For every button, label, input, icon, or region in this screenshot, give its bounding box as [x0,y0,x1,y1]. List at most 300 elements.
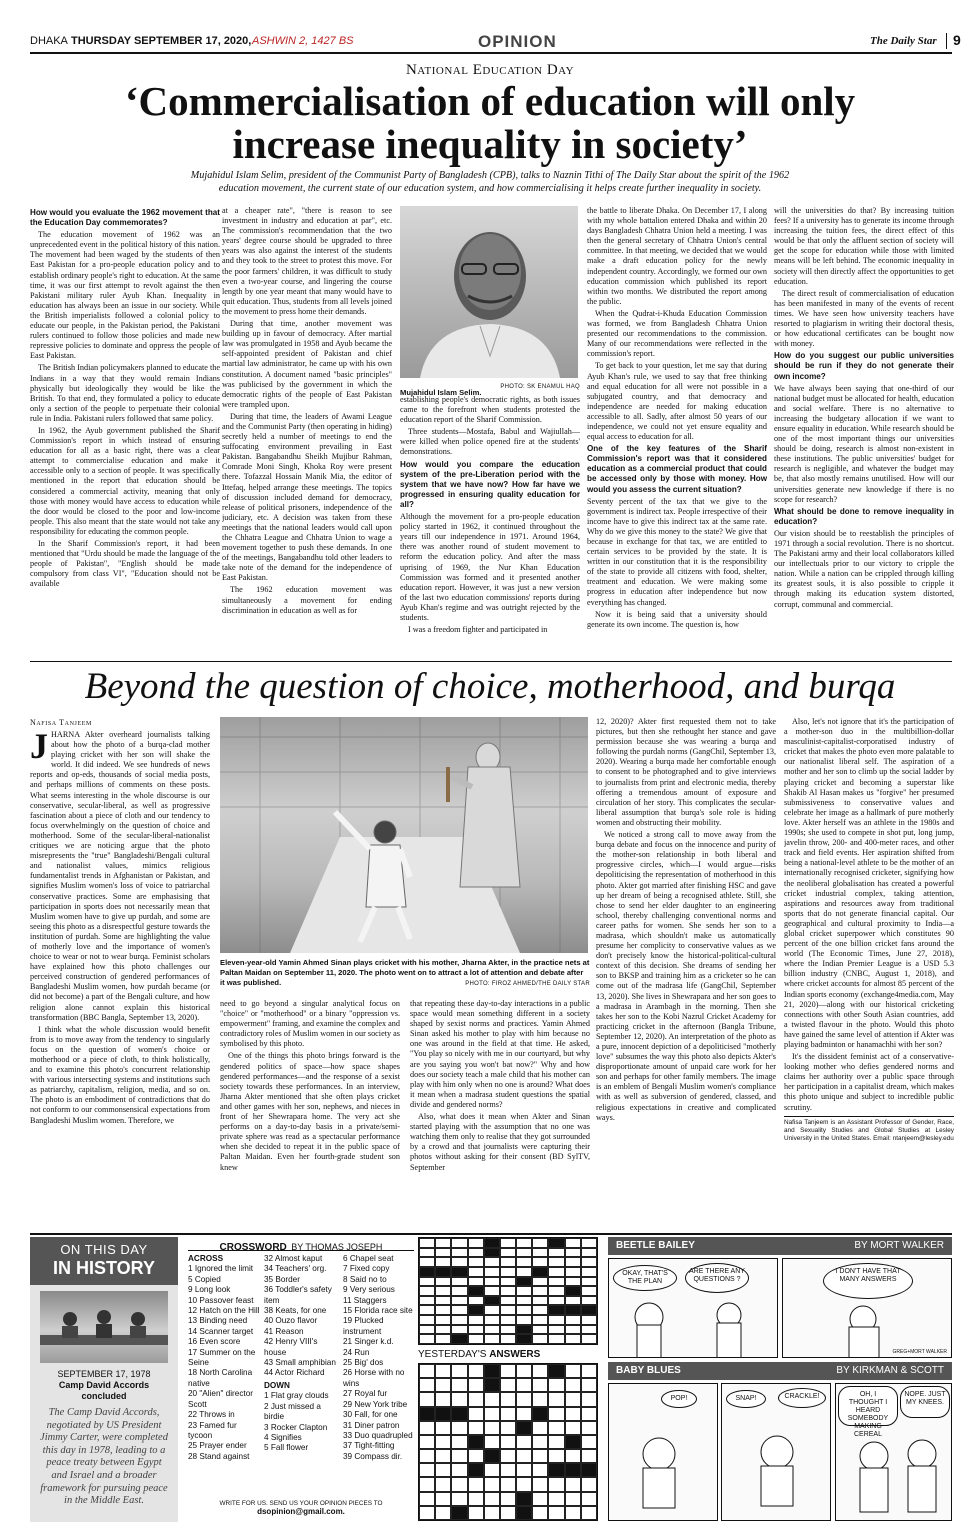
paragraph: Three students—Mostafa, Babul and Wajiullah—were killed when police opened fire at the students' demonstrations. [400,427,580,457]
crossword-clue: 16 Even score [188,1337,241,1347]
grid-cell [419,1364,435,1378]
grid-cell [565,1449,581,1463]
baby-blues-header: BABY BLUES BY KIRKMAN & SCOTT [608,1362,952,1380]
grid-cell[interactable] [548,1296,564,1306]
grid-cell [565,1463,581,1477]
grid-cell[interactable] [581,1315,597,1325]
grid-cell [468,1407,484,1421]
grid-cell[interactable] [516,1257,532,1267]
crossword-clue: 23 Famed fur tycoon [188,1420,237,1440]
grid-cell[interactable] [532,1238,548,1248]
grid-cell [500,1435,516,1449]
grid-cell[interactable] [435,1248,451,1258]
crossword-clue: 5 Copied [188,1274,221,1284]
article1-kicker: National Education Day [405,62,575,78]
grid-cell[interactable] [581,1296,597,1306]
grid-cell[interactable] [565,1238,581,1248]
grid-cell [435,1407,451,1421]
grid-cell [484,1435,500,1449]
email-link[interactable]: dsopinion@gmail.com. [257,1507,345,1516]
grid-cell[interactable] [468,1305,484,1315]
article1-headline [0,80,980,166]
grid-cell[interactable] [484,1305,500,1315]
crossword-clue: 20 "Alien" director Scott [188,1389,253,1409]
grid-cell[interactable] [484,1248,500,1258]
grid-cell[interactable] [516,1305,532,1315]
article1-col4 [587,206,767,654]
grid-cell [565,1492,581,1506]
grid-cell [451,1364,467,1378]
paragraph: During that time, the leaders of Awami League and the Communist Party (then operating in hiding) secretly held a number of meetings to end the suffocating environment prevailing in East Pakistan. Bangabandhu Sheikh Mujibur Rahman, Comrade Moni Singh, Khoka Roy were present there. Tofazzal Hossain Manik Mia, the editor of Ittefaq, helped arrange these meetings. The topics of discussion included demand for democracy, release of political prisoners, independence of the judiciary, etc. A decision was taken from these meetings that the national leaders would call upon the Chhatra League and Chhatra Union to wage a movement together to push these demands. In one of the meetings, Bangabandhu told other leaders to take note of the demand for the independence of East Pakistan. [222,411,392,583]
grid-cell[interactable] [532,1248,548,1258]
crossword-clue: 26 Horse with no wins [343,1368,405,1388]
crossword-clue: 11 Staggers [343,1295,387,1305]
grid-cell[interactable] [565,1248,581,1258]
grid-cell[interactable] [451,1248,467,1258]
grid-cell[interactable] [581,1277,597,1287]
grid-cell[interactable] [435,1325,451,1335]
crossword-clue: 19 Plucked instrument [343,1316,384,1336]
grid-cell [532,1463,548,1477]
grid-cell [532,1506,548,1520]
grid-cell[interactable] [419,1296,435,1306]
crossword-clue: 13 Binding need [188,1316,248,1326]
article1-col3 [400,395,580,655]
grid-cell[interactable] [451,1315,467,1325]
grid-cell[interactable] [500,1315,516,1325]
grid-cell [532,1421,548,1435]
article2-byline: Nafisa Tanjeem [30,718,92,727]
grid-cell[interactable] [516,1296,532,1306]
grid-cell[interactable] [484,1286,500,1296]
grid-cell[interactable] [565,1296,581,1306]
grid-cell [451,1435,467,1449]
grid-cell [516,1407,532,1421]
grid-cell [468,1435,484,1449]
crossword-clue: 3 Rocker Clapton [264,1422,328,1432]
grid-cell[interactable] [484,1334,500,1344]
grid-cell[interactable] [435,1296,451,1306]
grid-cell[interactable] [516,1277,532,1287]
grid-cell[interactable] [451,1305,467,1315]
crossword-clue: 24 Run [343,1347,370,1357]
article2-headline: Beyond the question of choice, motherhood, and burqa [84,666,896,707]
beetle-panel-2: I DON'T HAVE THAT MANY ANSWERS GREG+MORT WALKER [782,1258,952,1358]
grid-cell[interactable] [484,1315,500,1325]
paragraph: 12, 2020)? Akter first requested them not to take pictures, but then she rethought her stance and gave permission because she was wearing a burqa and following the purdah norms (GangChil, September 13, 2020). Wearing a burqa made her comfortable enough to consent to be photographed and to give interviews to journalists from print and electronic media, thereby offering a tremendous amount of exposure and circulation of her story. This complicates the secular-liberal assumption that burqa's sole role is hiding women and obstructing their mobility. [596,717,776,827]
crossword-clue: 7 Fixed copy [343,1264,390,1274]
grid-cell [435,1421,451,1435]
grid-cell[interactable] [532,1305,548,1315]
dateline-city: DHAKA [30,35,68,47]
grid-cell[interactable] [484,1277,500,1287]
crossword-clue: 31 Diner patron [343,1420,400,1430]
grid-cell [435,1392,451,1406]
grid-cell [500,1407,516,1421]
paragraph: During that time, another movement was building up in favour of democracy. After martial law was promulgated in 1958 and Ayub became the self-appointed president of Pakistan and chief martial law administrator, he came up with his own constitution. A document named "basic principles" was publicised by the government in which the democratic rights of the people of East Pakistan were trampled upon. [222,319,392,409]
grid-cell [484,1392,500,1406]
crossword-clue: 17 Summer on the Seine [188,1347,256,1368]
grid-cell[interactable] [532,1267,548,1277]
grid-cell[interactable] [516,1248,532,1258]
grid-cell [468,1477,484,1491]
history-date: SEPTEMBER 17, 1978 [57,1369,151,1379]
grid-cell [500,1449,516,1463]
grid-cell [532,1435,548,1449]
paragraph: In 1962, the Ayub government published the Sharif Commission's report in which instead of ensuring education for all as a basic right, there was a clear attempt to commercialise education and make it accessible only to a section of people. It was specifically mentioned in the report that education should be considered a commercial activity, meaning that only those with money would have access to education while the door would be closed to the poor and low-income people. This also meant that the state would not take any responsibility for educating the common people. [30,425,220,536]
grid-cell[interactable] [532,1257,548,1267]
crossword-clue: 1 Flat gray clouds [264,1391,329,1401]
grid-cell [565,1378,581,1392]
paragraph: the battle to liberate Dhaka. On December 17, I along with my whole battalion entered Dhaka and within 20 days Bangladesh Chhatra Union held a meeting. I was then the general secretary of Chhatra Union's central committee. In that meeting, we decided that we would make a draft education policy for the newly independent country. Accordingly, we formed our own education commission which published its report within two months. We distributed the report among the public. [587,206,767,306]
grid-cell[interactable] [565,1257,581,1267]
grid-cell[interactable] [451,1277,467,1287]
paper-name: The Daily Star [870,35,937,47]
grid-cell[interactable] [451,1325,467,1335]
crossword-clue: 10 Passover feast [188,1295,254,1305]
grid-cell[interactable] [468,1267,484,1277]
grid-cell[interactable] [516,1267,532,1277]
grid-cell[interactable] [565,1277,581,1287]
paragraph: I was a freedom fighter and participated in [408,625,548,635]
grid-cell[interactable] [451,1286,467,1296]
grid-cell [548,1449,564,1463]
crossword-clues-col1: ACROSS 1 Ignored the limit 5 Copied 9 Long look 10 Passover feast 12 Hatch on the Hill 13 Binding need 14 Scanner target 16 Even score 17 Summer on the Seine 18 North Carolina native 20 "Alien" director Scott 22 Throws in 23 Famed fur tycoon 25 Prayer ender 28 Stand against [188,1254,260,1461]
grid-cell [565,1392,581,1406]
grid-cell[interactable] [419,1277,435,1287]
grid-cell [468,1506,484,1520]
grid-cell[interactable] [451,1334,467,1344]
grid-cell[interactable] [532,1334,548,1344]
grid-cell[interactable] [565,1325,581,1335]
grid-cell[interactable] [548,1277,564,1287]
grid-cell [484,1449,500,1463]
grid-cell[interactable] [435,1305,451,1315]
history-event: Camp David Accords concluded [58,1380,150,1401]
grid-cell [484,1492,500,1506]
grid-cell [516,1378,532,1392]
grid-cell[interactable] [435,1286,451,1296]
question: One of the key features of the Sharif Commission's report was that it considered education as a commercial product that could be accessed only by those with money. How would you assess the current situation? [587,444,767,494]
grid-cell [468,1421,484,1435]
grid-cell[interactable] [468,1334,484,1344]
grid-cell[interactable] [565,1267,581,1277]
article2-col3 [410,999,590,1227]
grid-cell [581,1449,597,1463]
grid-cell [419,1407,435,1421]
grid-cell [435,1463,451,1477]
grid-cell[interactable] [548,1334,564,1344]
grid-cell[interactable] [500,1267,516,1277]
grid-cell[interactable] [419,1248,435,1258]
crossword-clue: 28 Stand against [188,1451,250,1461]
grid-cell[interactable] [451,1267,467,1277]
grid-cell[interactable] [581,1257,597,1267]
grid-cell [565,1364,581,1378]
grid-cell [500,1364,516,1378]
grid-cell[interactable] [419,1334,435,1344]
crossword-clue: 27 Royal fur [343,1389,388,1399]
grid-cell[interactable] [435,1334,451,1344]
grid-cell[interactable] [435,1277,451,1287]
grid-cell[interactable] [500,1325,516,1335]
crossword-clue: 9 Long look [188,1285,231,1295]
paragraph: need to go beyond a singular analytical focus on "choice" or "motherhood" or a binary "oppression vs. empowerment" framing, and examine the complex and contradictory roles of Muslim women in our society as symbolised by this photo. [220,999,400,1049]
grid-cell[interactable] [419,1325,435,1335]
grid-cell[interactable] [565,1334,581,1344]
answers-grid [418,1363,598,1521]
grid-cell[interactable] [581,1267,597,1277]
grid-cell [419,1492,435,1506]
grid-cell[interactable] [500,1305,516,1315]
grid-cell[interactable] [500,1296,516,1306]
baby-panel-3: OH, I THOUGHT I HEARD SOMEBODY MAKING CEREAL NOPE. JUST MY KNEES. [835,1383,952,1521]
article2-col5 [784,717,954,1227]
grid-cell [435,1477,451,1491]
grid-cell[interactable] [565,1286,581,1296]
grid-cell[interactable] [516,1286,532,1296]
grid-cell[interactable] [548,1238,564,1248]
grid-cell [500,1421,516,1435]
grid-cell [419,1477,435,1491]
crossword-clue: 41 Reason [264,1326,304,1336]
article1-col2 [222,206,392,654]
author-bio: Nafisa Tanjeem is an Assistant Professor of Gender, Race, and Sexuality Studies and Global Studies at Lesley University in the United States. Email: ntanjeem@lesley.edu [784,1116,954,1143]
grid-cell [565,1477,581,1491]
grid-cell[interactable] [419,1257,435,1267]
grid-cell[interactable] [548,1305,564,1315]
question: How would you evaluate the 1962 movement that the Education Day commemorates? [30,208,220,228]
grid-cell [484,1463,500,1477]
grid-cell[interactable] [500,1257,516,1267]
paragraph: To get back to your question, let me say that during Ayub Khan's rule, we used to say that free thinking and equal education for all were not possible in a subjugated country, and that democracy and independence are needed for making education accessible to all. Sadly, after almost 50 years of our independence, we could not yet ensure equality and equal access to education for all. [587,361,767,442]
selim-photo [400,206,578,378]
article2-col1 [30,730,210,1225]
crossword-clue: 25 Prayer ender [188,1441,247,1451]
history-banner: ON THIS DAY IN HISTORY [30,1237,178,1285]
page-header [30,32,961,54]
grid-cell [532,1364,548,1378]
grid-cell[interactable] [419,1286,435,1296]
grid-cell[interactable] [548,1267,564,1277]
grid-cell[interactable] [532,1296,548,1306]
grid-cell[interactable] [500,1238,516,1248]
paragraph: Our vision should be to reestablish the principles of 1971 through a social revolution. There is no shortcut. The Pakistani army and their local collaborators killed our intellectuals prior to our victory to cripple the nation. While a nation can be crippled through killing its greatest souls, it is also possible to cripple it through making its education system distorted, corrupt, communal and commercial. [774,528,954,609]
crossword-clue: 29 New York tribe [343,1399,408,1409]
grid-cell [516,1421,532,1435]
article1-col1 [30,206,220,654]
grid-cell[interactable] [532,1325,548,1335]
crossword-clue: 25 Big' dos [343,1358,384,1368]
grid-cell[interactable] [435,1267,451,1277]
question: What should be done to remove inequality in education? [774,506,954,526]
grid-cell[interactable] [532,1286,548,1296]
grid-cell[interactable] [435,1315,451,1325]
grid-cell[interactable] [516,1315,532,1325]
grid-cell [548,1421,564,1435]
grid-cell[interactable] [500,1286,516,1296]
crossword-grid[interactable] [418,1237,598,1345]
grid-cell [548,1492,564,1506]
answers-header: YESTERDAY'S ANSWERS [418,1349,541,1360]
grid-cell [468,1463,484,1477]
article1-col5 [774,206,954,654]
grid-cell[interactable] [468,1315,484,1325]
grid-cell [419,1463,435,1477]
grid-cell [500,1463,516,1477]
grid-cell[interactable] [484,1296,500,1306]
grid-cell[interactable] [565,1305,581,1315]
paragraph: The direct result of commercialisation of education has been manifested in many of the events of recent times. We have seen how university teachers have resorted to plagiarism in writing their doctoral thesis, or how educational certificates can be bought now with money. [774,288,954,349]
grid-cell [532,1378,548,1392]
selim-photo-caption: Mujahidul Islam Selim. PHOTO: SK ENAMUL HAQ [400,384,580,397]
grid-cell [468,1449,484,1463]
grid-cell [500,1392,516,1406]
grid-cell[interactable] [435,1238,451,1248]
grid-cell [451,1506,467,1520]
grid-cell [581,1492,597,1506]
history-box [30,1237,178,1522]
grid-cell [451,1407,467,1421]
grid-cell [435,1506,451,1520]
grid-cell[interactable] [548,1315,564,1325]
grid-cell[interactable] [581,1334,597,1344]
grid-cell [484,1364,500,1378]
grid-cell [548,1435,564,1449]
grid-cell[interactable] [516,1325,532,1335]
question: How do you suggest our public universities should be run if they do not generate their own income? [774,351,954,381]
grid-cell[interactable] [516,1334,532,1344]
grid-cell [532,1392,548,1406]
grid-cell[interactable] [451,1238,467,1248]
grid-cell[interactable] [532,1315,548,1325]
paragraph: I think what the whole discussion would benefit from is to move away from the tendency to singularly focus on the question of women's choice or motherhood or a piece of cloth, to think holistically, and to examine this photo's concurrent relationship with various intersecting systems and institutions such as patriarchy, capitalism, religion, media, and so on. The photo is an embodiment of contradictions that do not conform to our commonsensical expectations from Bangladeshi Muslim women. Therefore, we [30,1024,210,1125]
grid-cell [548,1392,564,1406]
grid-cell[interactable] [516,1238,532,1248]
grid-cell [516,1477,532,1491]
grid-cell[interactable] [468,1248,484,1258]
crossword-clue: 40 Ouzo flavor [264,1316,318,1326]
grid-cell [516,1435,532,1449]
grid-cell[interactable] [419,1238,435,1248]
baby-panel-1: POP! [608,1383,718,1521]
grid-cell [451,1421,467,1435]
paragraph: establishing people's democratic rights, as both issues came to the forefront when students protested the education report of the Sharif Commission. [400,395,580,425]
grid-cell [484,1378,500,1392]
grid-cell[interactable] [500,1334,516,1344]
paragraph: JHARNA Akter overheard journalists talking about how the photo of a burqa-clad mother playing cricket with her son will shake the world. It did indeed. We see hundreds of news reports and op-eds, thousands of social media posts, and perhaps millions of comments on these posts. What seems interesting in the whole discourse is our conservative, secular-liberal, as well as progressive fascination about a piece of cloth and our tendency to focus overwhelmingly on the question of choice and motherhood. Some of the secular-liberal-nationalist critiques we are noticing argue that the photo misrepresents the "true" Bangladeshi/Bengali cultural and nationalist values, mimics religious fundamentalist trends in Afghanistan or Pakistan, and signifies Muslim women's loss of voice to patriarchal conservative practices. Some are emphasising that participation in sports does not necessarily mean that Muslim women have to give up purdah, and some are seeing this photo as a disrespectful gesture towards the institution of purdah. Some are highlighting the value of motherly love and the importance of women's choice to wear or not to wear burqa. Feminist scholars have explained how this photo challenges our perceived construction of gendered performances of Bangladeshi Muslim women, how purdah became (or did not become) a part of the Bengali culture, and how religion alone cannot explain this historical transformation (BBC Bangla, September 13, 2020). [30,730,210,1022]
grid-cell[interactable] [468,1238,484,1248]
grid-cell[interactable] [581,1325,597,1335]
paragraph: at a cheaper rate", "there is reason to see investment in industry and education at par", etc. The commission's recommendation that the two years' degree course should be upgraded to three years was also against the interest of the students and they took to the street to protest this move. For the poor farmers' children, it was difficult to study even a two-year course, and lingering the course length by one year meant that many would have to quit education. Thus, students from all levels joined the movement to press home their demands. [222,206,392,316]
grid-cell [500,1506,516,1520]
grid-cell [419,1378,435,1392]
grid-cell[interactable] [419,1315,435,1325]
grid-cell[interactable] [484,1238,500,1248]
grid-cell [581,1477,597,1491]
paragraph: will the universities do that? By increasing tuition fees? If a university has to generate its income through increasing the tuition fees, the direct effect of this would be that only the affluent section of society will get the scope for education while those with limited means will be left behind. The economic inequality in society will then directly affect the opportunities to get education. [774,206,954,286]
grid-cell[interactable] [581,1286,597,1296]
grid-cell[interactable] [484,1257,500,1267]
grid-cell[interactable] [484,1325,500,1335]
paragraph: One of the things this photo brings forward is the gendered politics of space—how space shapes gendered performances—and the response of a sexist society towards these performances. In an interview, Jharna Akter mentioned that she often plays cricket and other games with her son, nephews, and nieces in front of her Shewrapara home. The very act she performs on a day-to-day basis in a private/semi-private sphere was read as a spectacular performance when she decided to repeat it in the public space of Paltan Maidan. Even her fourth-grade student son knew [220,1051,400,1172]
grid-cell[interactable] [548,1286,564,1296]
grid-cell[interactable] [548,1248,564,1258]
headline-line-2: increase inequality in society’ [232,121,748,167]
grid-cell [565,1407,581,1421]
paragraph: Also, let's not ignore that it's the participation of a mother-son duo in the multibillion-dollar masculinist-capitalist-corporatised industry of cricket that makes the photo even more palatable to our nationalist liberal self. The aspiration of a mother and her son to climb up the social ladder by playing cricket and becoming a superstar like Shakib Al Hasan makes us "forgive" her presumed submissiveness to conservative values and celebrate her image as a hallmark of pure motherly love. Akter herself was an athlete in the 1980s and 1990s; she used to compete in shot put, long jump, javelin throw, 200- and 400-meter races, and other track and field events. Her aspiration shifted from being a national-level athlete to be the mother of an internationally recognised cricketer, signifying how the neoliberal globalisation has created a powerful cricket industrial complex, taking attention, aspirations and resources away from traditional sports that do not generate financial capital. Our geographical and cultural proximity to India—a global cricket superpower which constitutes 90 percent of the one billion cricket fans around the world (The Economic Times, June 27, 2018), where the Indian Premier League is a USD 5.3 billion industry (CNBC, August 1, 2018), and where cricket accounts for almost 85 percent of the Indian sports economy (exchange4media.com, May 21, 2020)—along with our historical cricketing connections with other South Asian countries, add a twisted flavour in the photo. Would this photo have gained the same level of attention if Akter was playing badminton or hanamachhi with her son? [784,717,954,1049]
grid-cell[interactable] [451,1257,467,1267]
grid-cell[interactable] [581,1238,597,1248]
cricket-photo-caption: Eleven-year-old Yamin Ahmed Sinan plays cricket with his mother, Jharna Akter, in the practice nets at Paltan Maidan on September 11, 2020. The photo went on to attract a lot of attention and debate after it was published. PHOTO: FIROZ AHMED/THE DAILY STAR [220,958,590,987]
grid-cell [419,1435,435,1449]
grid-cell[interactable] [484,1267,500,1277]
grid-cell[interactable] [500,1277,516,1287]
grid-cell[interactable] [548,1257,564,1267]
paragraph: The education movement of 1962 was an unprecedented event in the political history of this nation. The movement had been waged by the students of then East Pakistan for a pro-people education policy and to establish ordinary people's right to education. At the same time, it was our first attempt to revolt against the then Pakistani military ruler Ayub Khan. Inequality in education has always been an issue in our society. While the British imperialists followed a colonial policy to educate our people, in the Pakistan period, the Pakistani rulers continued to follow those policies and made new repressive policies to dominate and oppress the people of East Pakistan. [30,230,220,361]
grid-cell [516,1492,532,1506]
grid-cell [532,1477,548,1491]
grid-cell[interactable] [581,1248,597,1258]
grid-cell [565,1506,581,1520]
grid-cell [451,1449,467,1463]
grid-cell [516,1449,532,1463]
grid-cell [516,1506,532,1520]
grid-cell [419,1421,435,1435]
grid-cell [532,1449,548,1463]
crossword-clue: 1 Ignored the limit [188,1264,254,1274]
crossword-clue: 9 Very serious [343,1285,395,1295]
grid-cell[interactable] [500,1248,516,1258]
grid-cell[interactable] [565,1315,581,1325]
grid-cell [435,1435,451,1449]
grid-cell [581,1364,597,1378]
dateline-date: THURSDAY SEPTEMBER 17, 2020, [71,35,252,47]
grid-cell [484,1421,500,1435]
baby-panel-2: SNAP! CRACKLE! [721,1383,831,1521]
grid-cell[interactable] [468,1286,484,1296]
grid-cell[interactable] [435,1257,451,1267]
grid-cell [419,1449,435,1463]
grid-cell[interactable] [581,1305,597,1315]
paragraph: Seventy percent of the tax that we give to the government is indirect tax. People irrespective of their income have to give this indirect tax at the same rate. Why do we give this money to the state? We give that because in exchange for that tax, we are entitled to certain services to be provided by the state. It is written in our constitution that it is the responsibility of the state to provide all citizens with food, shelter, treatment and education. We were making some progress in education after independence but now everything has changed. [587,496,767,607]
crossword-clue: 2 Just missed a birdie [264,1401,321,1422]
paragraph: We noticed a strong call to move away from the burqa debate and focus on the innocence and purity of the mother-son relationship in both liberal and progressive circles, which—I would argue—risks depoliticising the representation of motherhood in this photo. Akter got married after finishing HSC and gave up her dream of being a recognised athlete. Still, she chose to send her elder daughter to an engineering school, thereby challenging conventional norms and career paths for women. She sends her son to a madrasa, which shouldn't make us automatically presume her complicity to conservative values as we don't precisely know the historical-political-cultural context of this decision. She dreams of sending her son to BKSP and training him as a cricketer so he can come out of the madrasa life (GangChil, September 13, 2020). She lives in Shewrapara and her son goes to a madrasa in Arambagh in the morning. Then she takes her son to the Kobi Nazrul Cricket Academy for practicing cricket in the afternoon (Bangla Tribune, September 12, 2020). An interpretation of the photo as a pure, innocent depiction of a depoliticised "motherly love" subsumes the way this photo also depicts Akter's disproportionate amount of unpaid care work for her son and perhaps for other family members. The image is an emblem of Bengali Muslim women's compliance with as well as subversion of gendered, classed, and religious expectations in creative and complicated ways. [596,830,776,1122]
grid-cell[interactable] [532,1277,548,1287]
write-for-us: WRITE FOR US. SEND US YOUR OPINION PIECES TO dsopinion@gmail.com. [188,1500,414,1516]
section-title: OPINION [478,32,557,51]
camp-david-photo [40,1291,168,1363]
grid-cell[interactable] [468,1277,484,1287]
grid-cell[interactable] [468,1296,484,1306]
grid-cell[interactable] [419,1267,435,1277]
crossword-clue: 39 Compass dir. [343,1451,403,1461]
drop-cap: J [30,730,48,766]
grid-cell[interactable] [419,1305,435,1315]
grid-cell [516,1392,532,1406]
grid-cell [581,1506,597,1520]
grid-cell [532,1407,548,1421]
grid-cell[interactable] [548,1325,564,1335]
grid-cell [468,1364,484,1378]
grid-cell[interactable] [468,1257,484,1267]
paragraph: Although the movement for a pro-people education policy started in 1962, it continued throughout the years till our independence in 1971. Around 1964, there was another round of student movement to reform the education policy. And after the mass uprising of 1969, the Nur Khan Education Commission was formed and it presented another education report. However, it was just a new version of the last two education commissions' reports during Ayub Khan's regime and was outright rejected by the students. [400,512,580,622]
grid-cell [435,1492,451,1506]
crossword-clue: 38 Keats, for one [264,1306,327,1316]
grid-cell[interactable] [451,1296,467,1306]
grid-cell[interactable] [468,1325,484,1335]
crossword-clue: 5 Fall flower [264,1443,309,1453]
